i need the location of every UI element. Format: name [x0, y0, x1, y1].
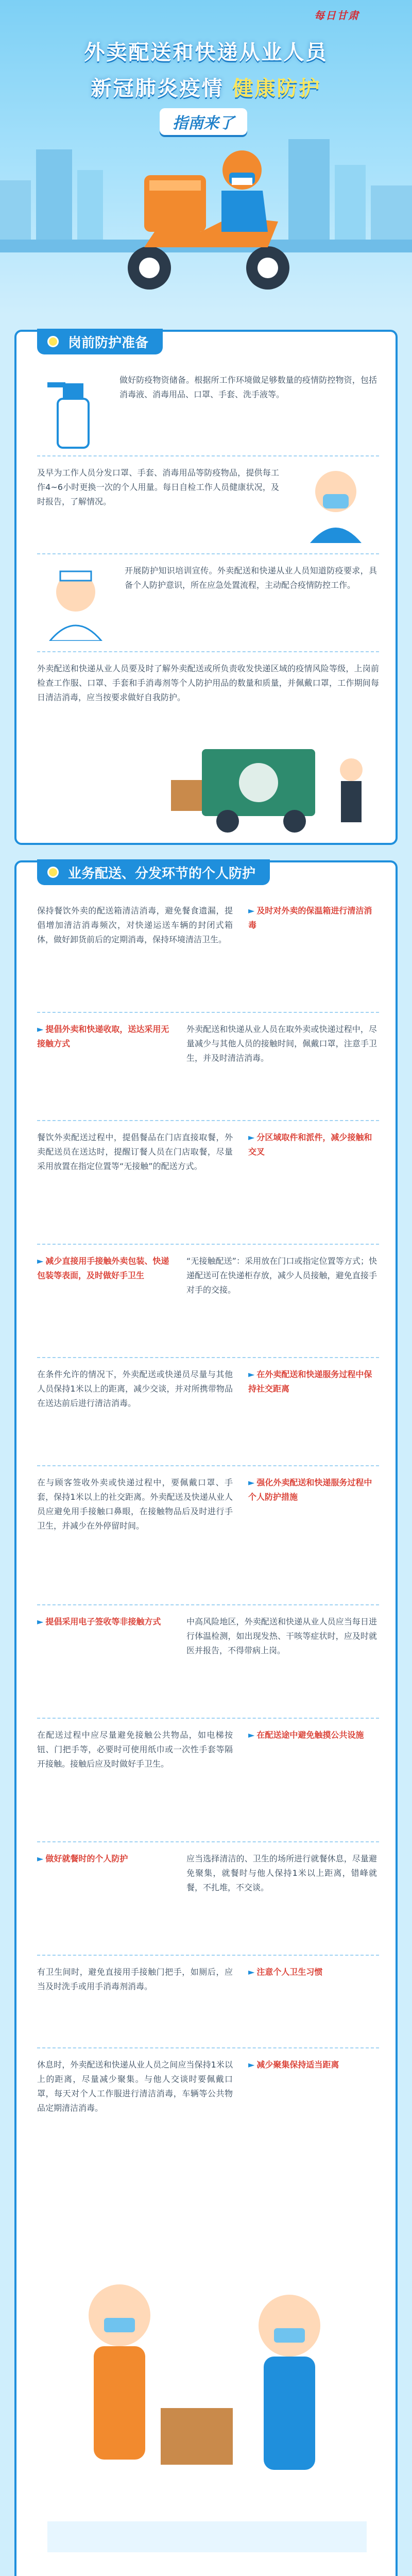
delivery-block-text: 在与顾客签收外卖或快递过程中，要佩戴口罩、手套，保持1米以上的社交距离。外卖配送及快递从业人员应避免用手接触口鼻眼，在接触物品后及时进行手卫生，并减少在外停留时间。: [37, 1478, 233, 1531]
bullet-icon: [47, 867, 59, 878]
divider: [37, 1841, 379, 1842]
arrow-icon: ►: [248, 906, 255, 916]
delivery-block-tip: [248, 1130, 377, 1159]
delivery-tip-text: 注意个人卫生习惯: [256, 1967, 323, 1977]
arrow-icon: ►: [37, 1256, 44, 1266]
divider: [37, 455, 379, 456]
divider: [37, 1357, 379, 1358]
delivery-block-text: 中高风险地区，外卖配送和快递从业人员应当每日进行体温检测，如出现发热、干咳等症状时，应及时就医并报告，不得带病上岗。: [186, 1617, 377, 1655]
delivery-block-tip: [248, 1367, 377, 1396]
brand-logo: 每日甘肃: [314, 9, 359, 22]
masked-person-icon: [295, 461, 377, 543]
delivery-block-text: 休息时，外卖配送和快递从业人员之间应当保持1米以上的距离，尽量减少聚集。与他人交谈时要佩戴口罩，每天对个人工作服进行清洁消毒，车辆等公共物品定期清洁消毒。: [37, 2060, 233, 2113]
delivery-tip-text: 在配送途中避免触摸公共设施: [256, 1730, 364, 1740]
courier-scooter-illustration: [113, 129, 309, 294]
delivery-tip-text: 分区域取件和派件，减少接触和交叉: [248, 1132, 372, 1157]
prework-paragraph-4: 外卖配送和快递从业人员要及时了解外卖配送或所负责收发快递区域的疫情风险等级，上岗前检查工作服、口罩、手套和手消毒剂等个人防护用品的数量和质量，并佩戴口罩，工作期间每日清洁消毒，应当按要求做好自我防护。: [37, 664, 379, 702]
divider: [37, 1012, 379, 1013]
delivery-tip-text: 及时对外卖的保温箱进行清洁消毒: [248, 906, 372, 930]
bullet-icon: [47, 336, 59, 347]
delivery-block-tip: [37, 1254, 171, 1283]
hero-title-line1: 外卖配送和快递从业人员: [84, 41, 328, 64]
divider: [37, 1244, 379, 1245]
arrow-icon: ►: [248, 1478, 255, 1487]
delivery-block-text: 餐饮外卖配送过程中，提倡餐品在门店直接取餐，外卖配送员在送达时，提醒订餐人员在门店取餐，尽量采用放置在指定位置等“无接触”的配送方式。: [37, 1132, 233, 1171]
arrow-icon: ►: [37, 1854, 44, 1863]
divider: [37, 1718, 379, 1719]
prework-paragraph-1: 做好防疫物资储备。根据所工作环境做足够数量的疫情防控物资，包括消毒液、消毒用品、口罩、手套、洗手液等。: [119, 375, 377, 399]
divider: [37, 651, 379, 652]
delivery-block-text: 有卫生间时，避免直接用手接触门把手，如厕后，应当及时洗手或用手消毒剂消毒。: [37, 1967, 233, 1991]
delivery-block-tip: [248, 2058, 377, 2072]
divider: [37, 1465, 379, 1466]
couriers-illustration: [47, 2192, 367, 2552]
delivery-block-text: 在条件允许的情况下，外卖配送或快递员尽量与其他人员保持1米以上的距离，减少交谈，并对所携带物品在送达前后进行清洁消毒。: [37, 1369, 233, 1408]
arrow-icon: ►: [248, 1730, 255, 1740]
delivery-tip-text: 提倡采用电子签收等非接触方式: [45, 1617, 161, 1626]
delivery-block-text: 在配送过程中应尽量避免接触公共物品，如电梯按钮、门把手等，必要时可使用纸巾或一次性手套等隔开接触。接触后应及时做好手卫生。: [37, 1730, 233, 1769]
delivery-tip-text: 做好就餐时的个人防护: [45, 1854, 128, 1863]
delivery-block-text: 外卖配送和快递从业人员在取外卖或快递过程中，尽量减少与其他人员的接触时间，佩戴口罩，注意手卫生，并及时清洁消毒。: [186, 1024, 377, 1063]
delivery-tip-text: 减少聚集保持适当距离: [256, 2060, 339, 2070]
section-delivery-title: 业务配送、分发环节的个人防护: [68, 866, 256, 882]
delivery-truck-illustration: [171, 739, 387, 837]
delivery-block-tip: [248, 904, 377, 933]
hero-title-line2: [0, 72, 412, 101]
section-delivery-header: [37, 859, 270, 885]
delivery-tip-text: 强化外卖配送和快递服务过程中个人防护措施: [248, 1478, 372, 1502]
prework-paragraph-2: 及早为工作人员分发口罩、手套、消毒用品等防疫物品，提供每工作4~6小时更换一次的个人用量。每日自检工作人员健康状况，及时报告，了解情况。: [37, 468, 279, 506]
divider: [37, 1955, 379, 1956]
hero-banner: [0, 0, 412, 314]
hero-title-part1: 新冠肺炎疫情: [91, 77, 224, 100]
hero-title-part2: 健康防护: [232, 77, 321, 100]
divider: [37, 2047, 379, 2048]
delivery-block-tip: [37, 1615, 171, 1629]
delivery-block-text: “无接触配送”：采用放在门口或指定位置等方式；快递配送可在快递柜存放，减少人员接触，避免直接手对手的交接。: [186, 1256, 377, 1295]
delivery-tip-text: 提倡外卖和快递收取，送达采用无接触方式: [37, 1024, 169, 1048]
delivery-tip-text: 减少直接用手接触外卖包装、快递包装等表面，及时做好手卫生: [37, 1256, 169, 1280]
delivery-block-tip: [248, 1728, 377, 1742]
arrow-icon: ►: [248, 1967, 255, 1977]
delivery-block-text: 应当选择清洁的、卫生的场所进行就餐休息，尽量避免聚集，就餐时与他人保持1米以上距离，错峰就餐，不扎堆，不交谈。: [186, 1854, 377, 1892]
arrow-icon: ►: [37, 1617, 44, 1626]
delivery-block-text: 保持餐饮外卖的配送箱清洁消毒，避免餐食遗漏，提倡增加清洁消毒频次，对快递运送车辆的封闭式箱体，做好卸货前后的定期消毒，保持环境清洁卫生。: [37, 906, 233, 944]
divider: [37, 1120, 379, 1121]
section-prework-title: 岗前防护准备: [68, 335, 149, 351]
delivery-block-tip: [248, 1476, 377, 1504]
prework-paragraph-3: 开展防护知识培训宣传。外卖配送和快递从业人员知道防疫要求，具备个人防护意识，所在应急处置流程，主动配合疫情防控工作。: [125, 566, 377, 590]
delivery-block-tip: [37, 1852, 171, 1866]
guide-badge: 指南来了: [160, 108, 247, 135]
nurse-icon: [37, 564, 114, 641]
delivery-block-tip: [248, 1965, 377, 1979]
spray-bottle-icon: [37, 373, 109, 450]
arrow-icon: ►: [37, 1024, 44, 1034]
arrow-icon: ►: [248, 2060, 255, 2070]
delivery-tip-text: 在外卖配送和快递服务过程中保持社交距离: [248, 1369, 372, 1394]
section-prework: [14, 330, 398, 845]
arrow-icon: ►: [248, 1132, 255, 1142]
arrow-icon: ►: [248, 1369, 255, 1379]
divider: [37, 1604, 379, 1605]
section-delivery: [14, 860, 398, 2576]
divider: [37, 553, 379, 554]
delivery-block-tip: [37, 1022, 171, 1051]
section-prework-header: [37, 329, 163, 354]
